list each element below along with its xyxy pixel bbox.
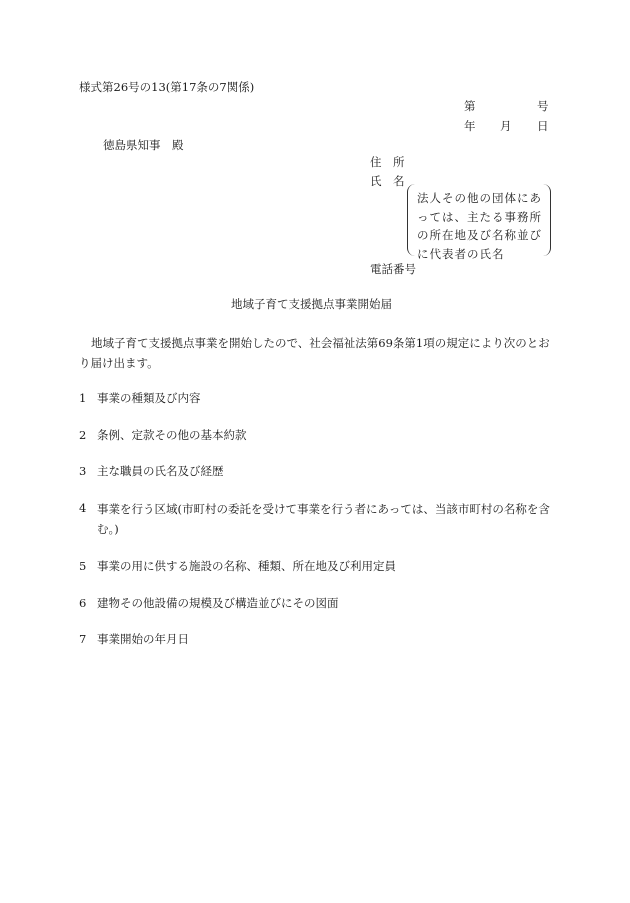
- document-title: 地域子育て支援拠点事業開始届: [231, 297, 392, 311]
- applicant-note: 法人その他の団体にあっては、主たる事務所の所在地及び名称並びに代表者の氏名: [417, 191, 542, 261]
- item-number: 2: [79, 428, 87, 442]
- address-label: 住 所: [370, 155, 405, 169]
- date-year: 年: [464, 119, 476, 133]
- item-number: 4: [79, 501, 87, 515]
- name-label: 氏 名: [370, 174, 405, 188]
- phone-label: 電話番号: [370, 262, 416, 276]
- item-number: 5: [79, 559, 87, 573]
- doc-number-go: 号: [537, 99, 549, 113]
- doc-number-dai: 第: [464, 99, 476, 113]
- item-text: 主な職員の氏名及び経歴: [97, 464, 224, 478]
- addressee: 徳島県知事 殿: [103, 138, 184, 152]
- item-number: 7: [79, 632, 87, 646]
- item-text: 事業を行う区域(市町村の委託を受けて事業を行う者にあっては、当該市町村の名称を含む。): [97, 502, 550, 536]
- date-day: 日: [537, 119, 549, 133]
- date-month: 月: [500, 119, 512, 133]
- item-text: 事業開始の年月日: [97, 632, 189, 646]
- form-number: 様式第26号の13(第17条の7関係): [79, 80, 255, 94]
- item-text: 建物その他設備の規模及び構造並びにその図面: [97, 596, 339, 610]
- item-text: 事業の用に供する施設の名称、種類、所在地及び利用定員: [97, 559, 396, 573]
- item-text: 条例、定款その他の基本約款: [97, 428, 247, 442]
- item-number: 3: [79, 464, 87, 478]
- item-number: 1: [79, 391, 87, 405]
- item-number: 6: [79, 596, 87, 610]
- body-paragraph: 地域子育て支援拠点事業を開始したので、社会福祉法第69条第1項の規定により次のとおり届け出ます。: [79, 336, 550, 370]
- item-text: 事業の種類及び内容: [97, 391, 201, 405]
